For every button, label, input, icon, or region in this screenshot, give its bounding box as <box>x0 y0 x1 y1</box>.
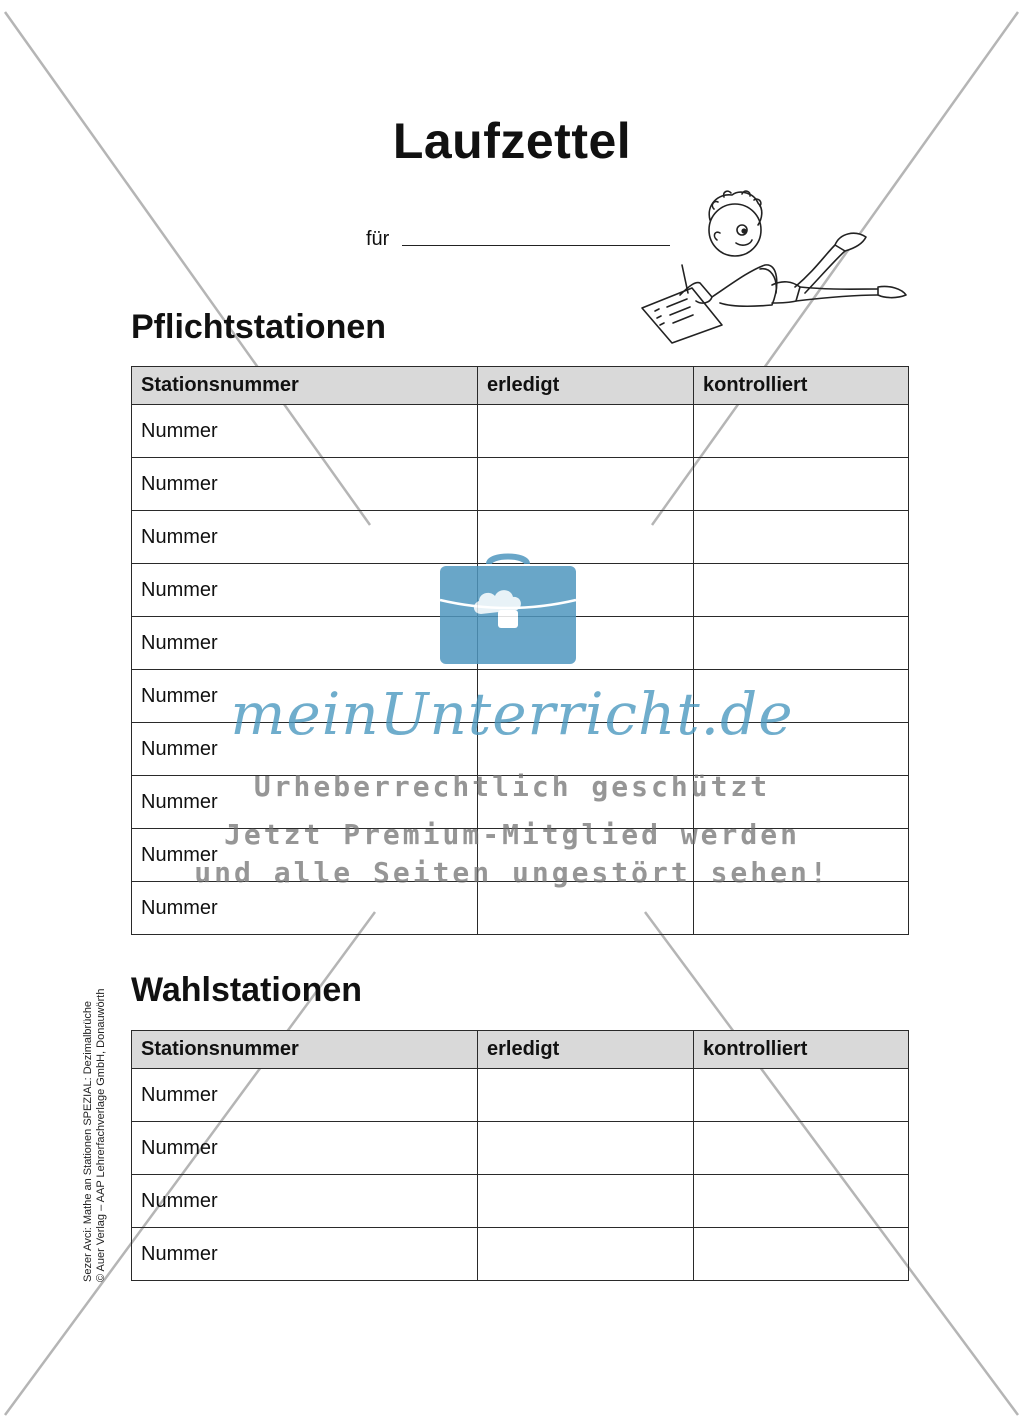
table-row <box>132 1228 909 1281</box>
erledigt-cell[interactable] <box>478 882 694 935</box>
kontrolliert-cell[interactable] <box>694 1228 909 1281</box>
kontrolliert-cell[interactable] <box>694 617 909 670</box>
wahl-heading: Wahlstationen <box>131 971 363 1009</box>
kontrolliert-cell[interactable] <box>694 405 909 458</box>
publisher-credit <box>82 989 108 1282</box>
kontrolliert-cell[interactable] <box>694 1122 909 1175</box>
table-header-row <box>132 367 909 405</box>
pflicht-heading: Pflichtstationen <box>131 308 387 346</box>
station-number-cell: Nummer <box>132 564 478 617</box>
erledigt-cell[interactable] <box>478 1175 694 1228</box>
col-header-erledigt: erledigt <box>478 1031 694 1069</box>
table-row <box>132 405 909 458</box>
col-header-stationsnummer: Stationsnummer <box>132 367 478 405</box>
station-number-cell: Nummer <box>132 511 478 564</box>
station-number-cell: Nummer <box>132 617 478 670</box>
watermark-logo: meinUnterricht.de <box>230 680 794 748</box>
table-row <box>132 882 909 935</box>
erledigt-cell[interactable] <box>478 1069 694 1122</box>
station-number-cell: Nummer <box>132 882 478 935</box>
station-number-cell: Nummer <box>132 1175 478 1228</box>
table-row <box>132 1069 909 1122</box>
table-header-row <box>132 1031 909 1069</box>
watermark-line-2: Jetzt Premium-Mitglied werden <box>224 818 800 851</box>
kontrolliert-cell[interactable] <box>694 564 909 617</box>
name-label: für <box>366 228 390 250</box>
table-row <box>132 1122 909 1175</box>
wahl-table <box>131 1030 909 1281</box>
col-header-kontrolliert: kontrolliert <box>694 367 909 405</box>
watermark-line-1: Urheberrechtlich geschützt <box>253 770 771 803</box>
table-row <box>132 1175 909 1228</box>
station-number-cell: Nummer <box>132 1069 478 1122</box>
station-number-cell: Nummer <box>132 405 478 458</box>
erledigt-cell[interactable] <box>478 405 694 458</box>
col-header-stationsnummer: Stationsnummer <box>132 1031 478 1069</box>
station-number-cell: Nummer <box>132 458 478 511</box>
credit-line-1: Sezer Avci: Mathe an Stationen SPEZIAL: Dezimalbrüche <box>82 1000 94 1282</box>
col-header-erledigt: erledigt <box>478 367 694 405</box>
erledigt-cell[interactable] <box>478 458 694 511</box>
station-number-cell: Nummer <box>132 829 478 882</box>
station-number-cell: Nummer <box>132 1122 478 1175</box>
kontrolliert-cell[interactable] <box>694 1175 909 1228</box>
station-number-cell: Nummer <box>132 723 478 776</box>
table-row <box>132 458 909 511</box>
briefcase-cloud-icon <box>437 548 579 668</box>
kontrolliert-cell[interactable] <box>694 511 909 564</box>
station-number-cell: Nummer <box>132 1228 478 1281</box>
erledigt-cell[interactable] <box>478 1122 694 1175</box>
page-title: Laufzettel <box>392 113 632 169</box>
name-line <box>402 245 670 246</box>
boy-illustration <box>640 185 915 345</box>
station-number-cell: Nummer <box>132 670 478 723</box>
kontrolliert-cell[interactable] <box>694 882 909 935</box>
col-header-kontrolliert: kontrolliert <box>694 1031 909 1069</box>
erledigt-cell[interactable] <box>478 1228 694 1281</box>
station-number-cell: Nummer <box>132 776 478 829</box>
kontrolliert-cell[interactable] <box>694 458 909 511</box>
kontrolliert-cell[interactable] <box>694 1069 909 1122</box>
credit-line-2: © Auer Verlag – AAP Lehrerfachverlage GmbH, Donauwörth <box>95 988 107 1282</box>
watermark-line-3: und alle Seiten ungestört sehen! <box>194 856 830 889</box>
